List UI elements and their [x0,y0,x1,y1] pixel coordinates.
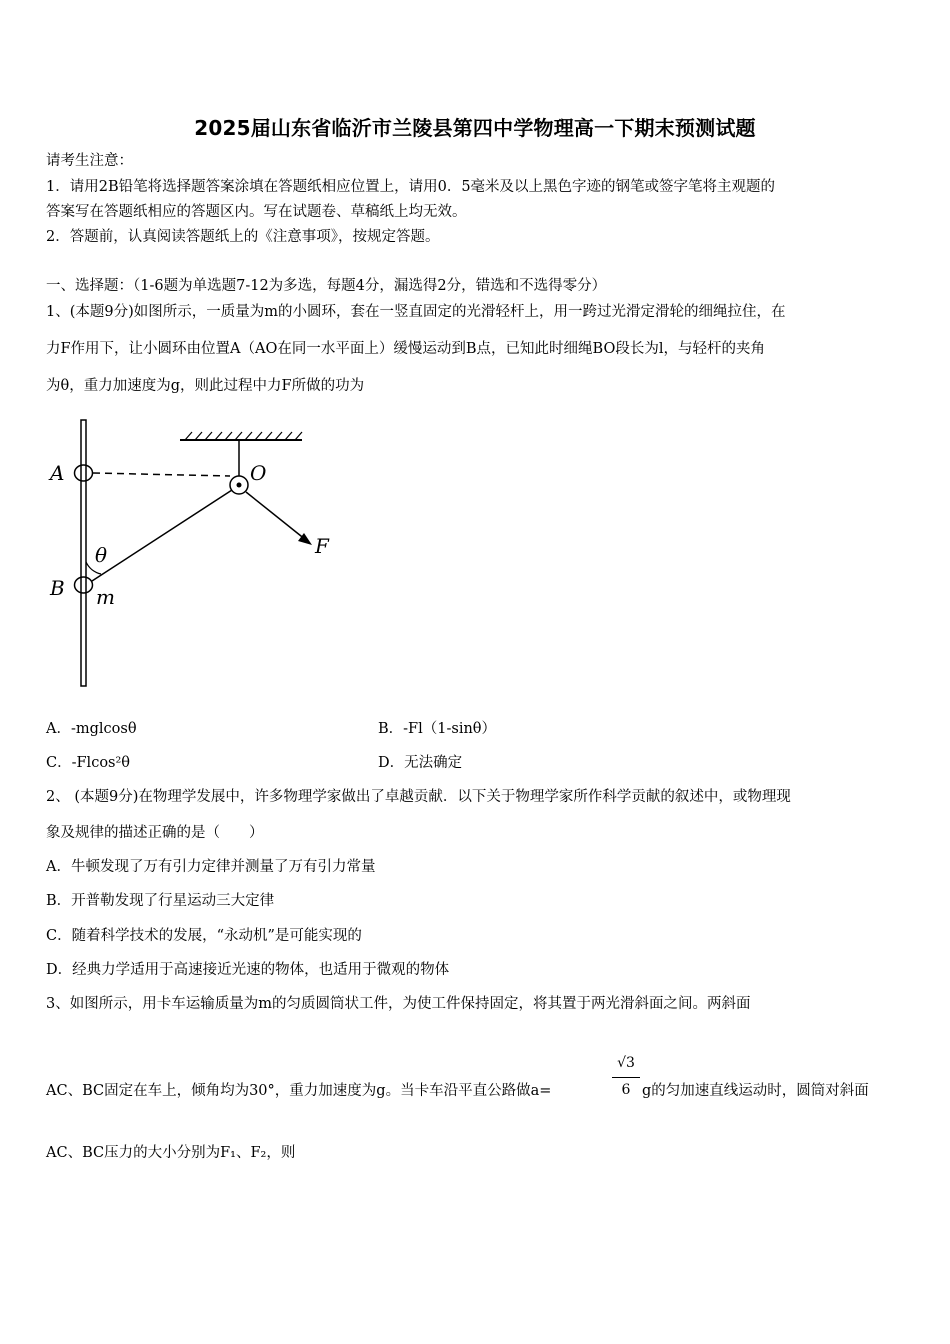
q3-line-2-part-b: g的匀加速直线运动时，圆筒对斜面 [642,1083,869,1099]
label-theta: θ [95,543,108,567]
q2-option-c: C．随着科学技术的发展，“永动机”是可能实现的 [46,928,362,944]
fraction-denominator: 6 [621,1082,631,1098]
q1-option-a: A．-mglcosθ [46,721,137,737]
page-title: 2025届山东省临沂市兰陵县第四中学物理高一下期末预测试题 [194,116,756,140]
q2-line-2: 象及规律的描述正确的是（ ） [46,825,264,841]
q1-line-2: 力F作用下，让小圆环由位置A（AO在同一水平面上）缓慢运动到B点，已知此时细绳BO段长为l，与轻杆的夹角 [46,341,765,357]
label-f: F [315,534,329,558]
rope-bo [92,490,232,581]
ring-a [75,465,93,481]
q2-line-1: 2、 (本题9分)在物理学发展中，许多物理学家做出了卓越贡献．以下关于物理学家所作科学贡献的叙述中，或物理现 [46,789,791,805]
fraction-sqrt3-over-6 [612,1055,640,1098]
q2-option-d: D．经典力学适用于高速接近光速的物体，也适用于微观的物体 [46,962,450,978]
label-m: m [96,585,115,609]
notice-item-1-line-2: 答案写在答题纸相应的答题区内。写在试题卷、草稿纸上均无效。 [46,204,467,220]
notice-item-1-line-1: 1．请用2B铅笔将选择题答案涂填在答题纸相应位置上，请用0．5毫米及以上黑色字迹的钢笔或签字笔将主观题的 [46,179,776,195]
ring-b [75,577,93,593]
rope-of [246,492,306,540]
q2-option-b: B．开普勒发现了行星运动三大定律 [46,893,275,909]
vertical-rod [81,420,86,686]
q2-option-a: A．牛顿发现了万有引力定律并测量了万有引力常量 [46,859,376,875]
q1-line-3: 为θ，重力加速度为g，则此过程中力F所做的功为 [46,378,365,394]
label-b: B [50,576,65,600]
fraction-numerator: √3 [612,1055,640,1078]
label-a: A [50,461,65,485]
q1-option-d: D．无法确定 [378,755,463,771]
q1-option-b: B．-Fl（1-sinθ） [378,721,497,737]
q3-line-1: 3、如图所示，用卡车运输质量为m的匀质圆筒状工件，为使工件保持固定，将其置于两光滑斜面之间。两斜面 [46,996,751,1012]
q1-line-1: 1、(本题9分)如图所示，一质量为m的小圆环，套在一竖直固定的光滑轻杆上，用一跨过光滑定滑轮的细绳拉住，在 [46,304,786,320]
notice-item-2: 2．答题前，认真阅读答题纸上的《注意事项》，按规定答题。 [46,229,440,245]
q3-line-2-part-a: AC、BC固定在车上，倾角均为30°，重力加速度为g。当卡车沿平直公路做a= [46,1083,552,1099]
q1-option-c: C．-Flcos²θ [46,755,131,771]
pulley-axle [237,483,242,488]
ceiling-hatch [185,432,302,440]
q3-line-3: AC、BC压力的大小分别为F₁、F₂，则 [46,1145,296,1161]
label-o: O [250,461,267,485]
section-heading: 一、选择题：（1-6题为单选题7-12为多选，每题4分，漏选得2分，错选和不选得零分） [46,278,607,294]
notice-heading: 请考生注意： [46,153,133,169]
dashed-line-ao [93,473,230,476]
q1-figure [40,410,360,700]
